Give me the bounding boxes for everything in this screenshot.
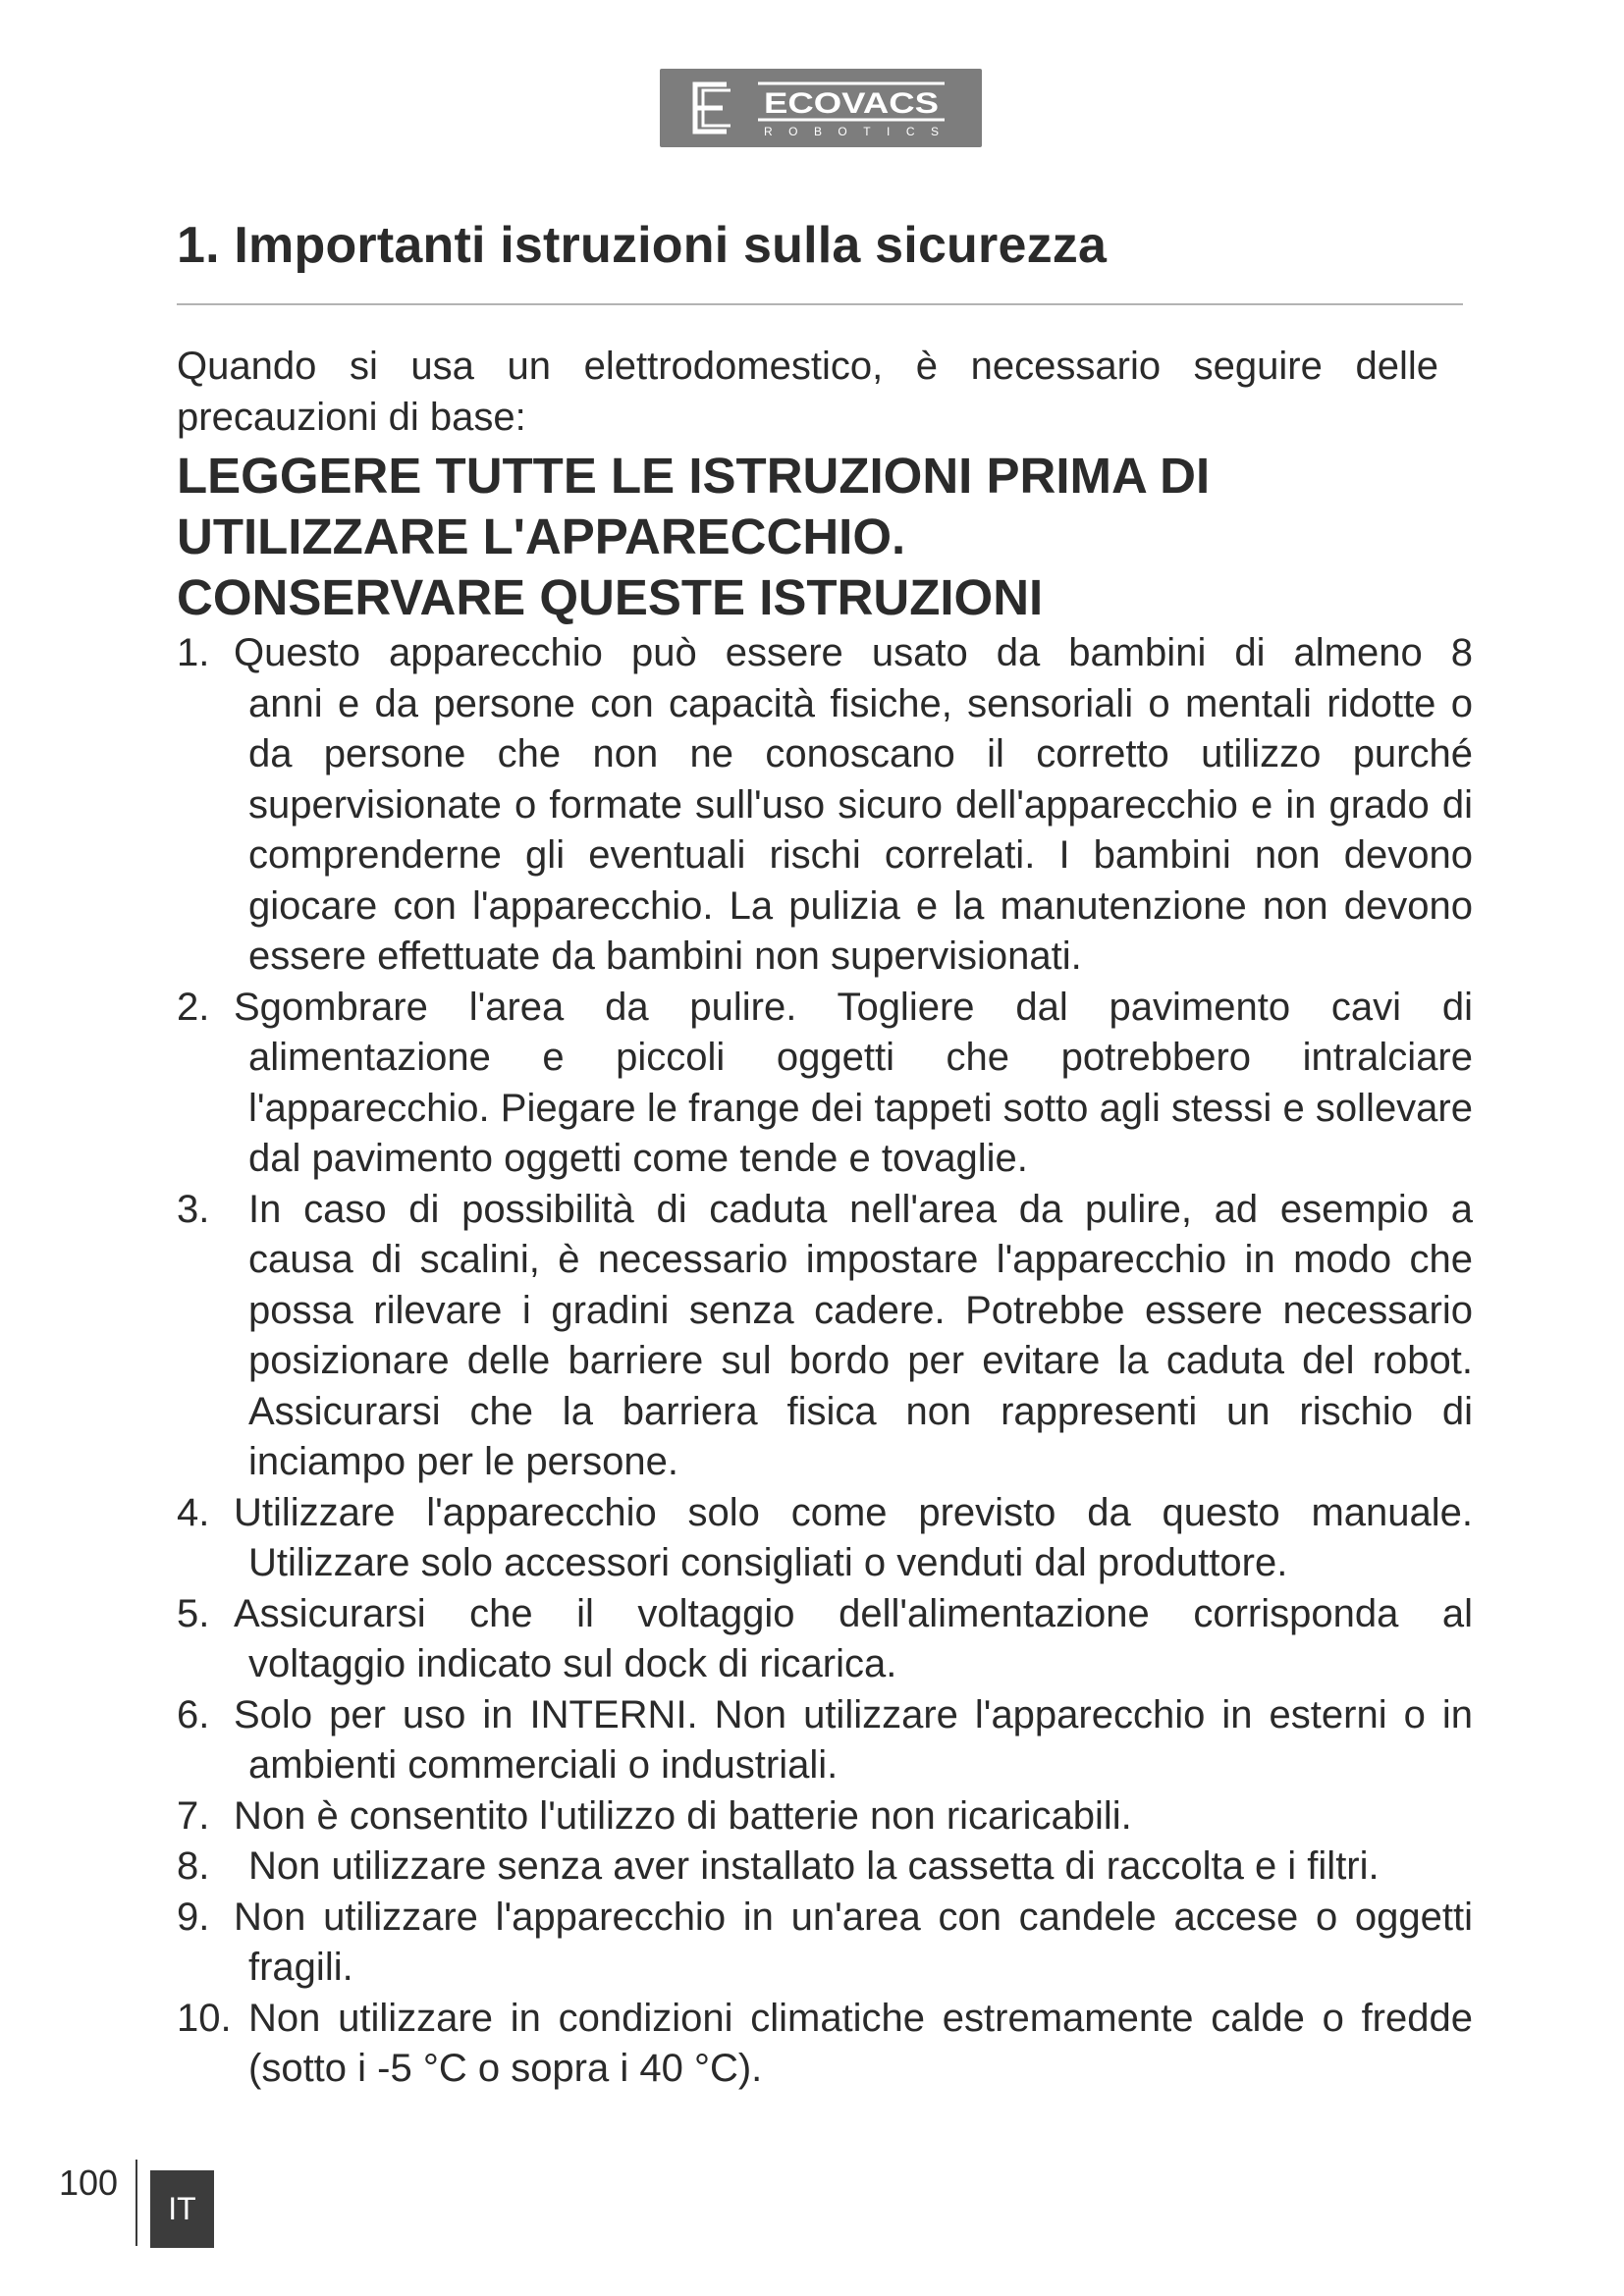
list-item-number: 9. xyxy=(177,1895,210,1939)
list-item xyxy=(177,983,1473,1185)
list-item-number: 8. xyxy=(177,1844,210,1888)
list-item-first-line: Non utilizzare senza aver installato la cassetta di raccolta e i filtri. xyxy=(248,1844,1380,1888)
list-item xyxy=(177,1893,1473,1994)
keep-instructions-heading: CONSERVARE QUESTE ISTRUZIONI xyxy=(177,569,1044,625)
list-item xyxy=(177,1994,1473,2095)
list-item-text: alimentazione e piccoli oggetti che potrebbero intralciare l'apparecchio. Piegare le frange dei tappeti sotto agli stessi e sollevare dal pavimento oggetti come tende e tovaglie. xyxy=(248,1036,1473,1180)
list-item-number: 4. xyxy=(177,1490,210,1534)
list-item-text: anni e da persone con capacità fisiche, sensoriali o mentali ridotte o da persone che non ne conoscano il corretto utilizzo purché supervisionate o formate sull'uso sicuro dell'apparecchio e in grado di comprenderne gli eventuali rischi correlati. I bambini non devono giocare con l'apparecchio. La pulizia e la manutenzione non devono essere effettuate da bambini non supervisionati. xyxy=(248,681,1473,978)
intro-paragraph: Quando si usa un elettrodomestico, è necessario seguire delle precauzioni di base: xyxy=(177,345,1438,439)
list-item-first-line: Sgombrare l'area da pulire. Togliere dal pavimento cavi di xyxy=(234,985,1473,1029)
list-item xyxy=(177,1185,1473,1488)
section-title: 1. Importanti istruzioni sulla sicurezza xyxy=(177,217,1108,274)
list-item xyxy=(177,1791,1473,1842)
list-item xyxy=(177,1690,1473,1791)
list-item-first-line: Non utilizzare l'apparecchio in un'area con candele accese o oggetti xyxy=(234,1895,1473,1939)
list-item-first-line: Non utilizzare in condizioni climatiche estremamente calde o fredde xyxy=(248,1996,1473,2040)
list-item-first-line: Solo per uso in INTERNI. Non utilizzare l'apparecchio in esterni o in xyxy=(234,1692,1473,1736)
read-instructions-heading: LEGGERE TUTTE LE ISTRUZIONI PRIMA DI UTILIZZARE L'APPARECCHIO. xyxy=(177,448,1211,564)
ecovacs-logo-mark xyxy=(660,69,982,147)
footer-divider xyxy=(135,2160,137,2246)
list-item-number: 2. xyxy=(177,985,210,1029)
list-item-text: causa di scalini, è necessario impostare l'apparecchio in modo che possa rilevare i gradini senza cadere. Potrebbe essere necessario posizionare delle barriere sul bordo per evitare la caduta del robot. Assicurarsi che la barriera fisica non rappresenti un rischio di inciampo per le persone. xyxy=(248,1238,1473,1483)
list-item-number: 5. xyxy=(177,1591,210,1635)
list-item xyxy=(177,1842,1473,1893)
list-item xyxy=(177,628,1473,983)
title-divider xyxy=(177,303,1463,305)
list-item-text: (sotto i -5 °C o sopra i 40 °C). xyxy=(248,2047,763,2090)
list-item-first-line: Utilizzare l'apparecchio solo come previsto da questo manuale. xyxy=(234,1490,1473,1534)
list-item-number: 6. xyxy=(177,1692,210,1736)
list-item-text: voltaggio indicato sul dock di ricarica. xyxy=(248,1642,897,1685)
list-item-number: 7. xyxy=(177,1793,210,1838)
list-item-text: Utilizzare solo accessori consigliati o venduti dal produttore. xyxy=(248,1541,1288,1584)
list-item-first-line: Non è consentito l'utilizzo di batterie non ricaricabili. xyxy=(234,1793,1132,1838)
list-item xyxy=(177,1589,1473,1690)
logo-subtext: ROBOTICS xyxy=(764,125,939,138)
list-item xyxy=(177,1488,1473,1589)
list-item-first-line: In caso di possibilità di caduta nell'area da pulire, ad esempio a xyxy=(248,1187,1473,1231)
list-item-text: fragili. xyxy=(248,1946,353,1989)
list-item-text: ambienti commerciali o industriali. xyxy=(248,1743,839,1787)
list-item-first-line: Questo apparecchio può essere usato da bambini di almeno 8 xyxy=(234,631,1473,674)
page-number: 100 xyxy=(59,2163,119,2203)
list-item-first-line: Assicurarsi che il voltaggio dell'alimentazione corrisponda al xyxy=(234,1591,1473,1635)
ecovacs-logo xyxy=(660,69,982,147)
list-item-number: 10. xyxy=(177,1996,232,2040)
safety-instructions-list xyxy=(177,628,1473,2095)
language-badge: IT xyxy=(150,2170,214,2248)
list-item-number: 1. xyxy=(177,631,210,674)
list-item-number: 3. xyxy=(177,1187,210,1231)
logo-wordmark: ECOVACS xyxy=(764,87,939,120)
